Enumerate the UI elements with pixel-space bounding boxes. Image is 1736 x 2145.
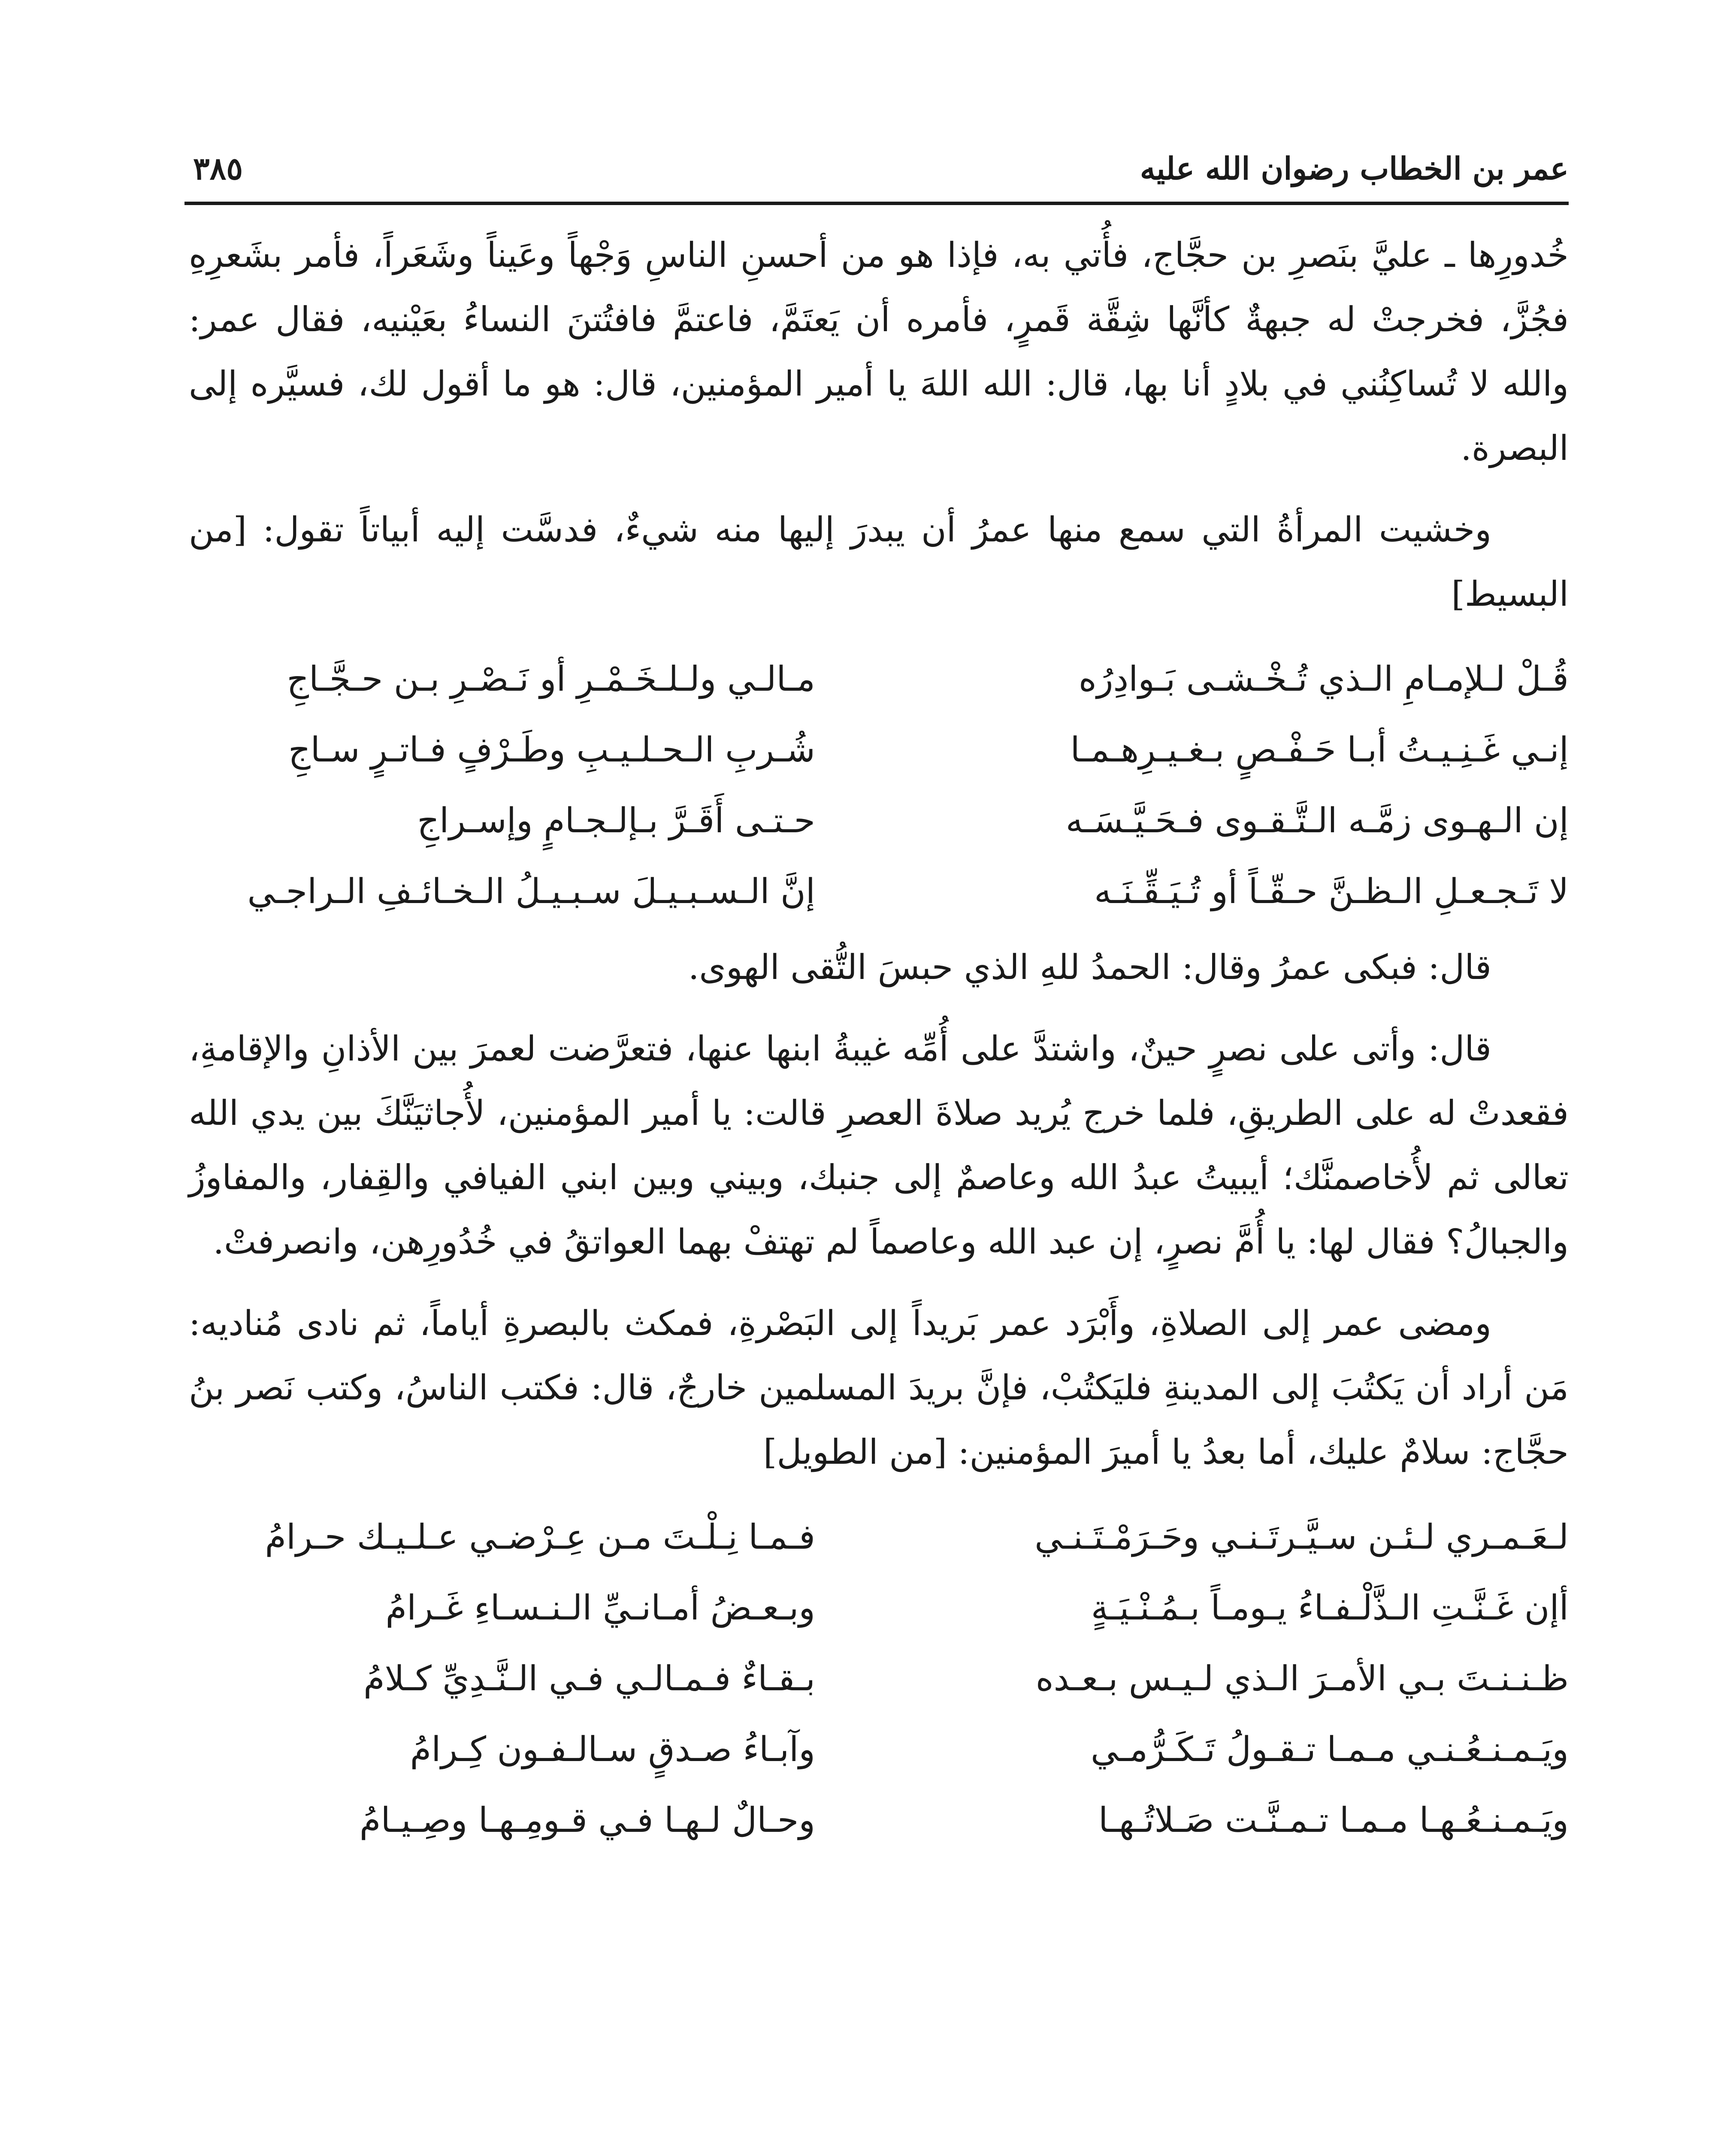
verse-first-hemistich: لـعَـمـري لـئـن سـيَّـرتَـنـي وحَـرَمْـتَـنـي [1034,1517,1569,1557]
poem-verse [189,644,1569,714]
poem-verse [189,1502,1569,1572]
poem-verse [189,714,1569,785]
verse-second-hemistich: إنَّ الـسـبـيـلَ سـبـيـلُ الـخـائـفِ الـراجـي [247,871,815,911]
running-title: عمر بن الخطاب رضوان الله عليه [1140,150,1569,187]
paragraph-2: وخشيت المرأةُ التي سمع منها عمرُ أن يبدرَ إليها منه شيءٌ، فدسَّت إليه أبياتاً تقول: [من البسيط] [189,510,1569,614]
paragraph-3: قال: فبكى عمرُ وقال: الحمدُ للهِ الذي حبسَ التُّقى الهوى. [688,947,1491,987]
verse-second-hemistich: وبـعـضُ أمـانـيِّ الـنـسـاءِ غَـرامُ [385,1587,815,1628]
verse-first-hemistich: إنـي غَـنِـيـتُ أبـا حَـفْـصٍ بـغـيـرِهـمـا [1070,729,1569,770]
verse-first-hemistich: ويَـمـنـعُـنـي مـمـا تـقـولُ تَـكَـرُّمـي [1090,1729,1569,1769]
poem-verse [189,856,1569,927]
poem-verse [189,1643,1569,1714]
poem-verse [189,1572,1569,1643]
verse-first-hemistich: ويَـمـنـعُـهـا مـمـا تـمـنَّـت صَـلاتُـهـا [1098,1800,1569,1840]
poem-verse [189,1714,1569,1785]
verse-second-hemistich: بـقـاءٌ فـمـالـي فـي الـنَّـدِيِّ كـلامُ [363,1658,815,1698]
poem-basit [189,644,1569,927]
verse-second-hemistich: شُـربِ الـحـلـيـبِ وطَـرْفٍ فـاتـرٍ سـاجِ [288,729,815,770]
verse-first-hemistich: أإن غَـنَّـتِ الـذَّلْـفـاءُ يـومـاً بـمُـنْـيَـةٍ [1091,1587,1569,1628]
poem-verse [189,1785,1569,1855]
poem-tawil [189,1502,1569,1855]
header-rule [184,202,1569,205]
paragraph-4: قال: وأتى على نصرٍ حينٌ، واشتدَّ على أُمِّه غيبةُ ابنها عنها، فتعرَّضت لعمرَ بين الأذانِ والإقامةِ، فقعدتْ له على الطريقِ، فلما خرج يُريد صلاةَ العصرِ قالت: يا أمير المؤمنين، لأُجاثيَنَّكَ بين يدي الله تعالى ثم لأُخاصمنَّك؛ أيبيتُ عبدُ الله وعاصمٌ إلى جنبك، وبيني وبين ابني الفيافي والقِفار، والمفاوزُ والجبالُ؟ فقال لها: يا أُمَّ نصرٍ، إن عبد الله وعاصماً لم تهتفْ بهما العواتقُ في خُدُورِهن، وانصرفتْ. [189,1029,1569,1262]
verse-second-hemistich: وحـالٌ لـهـا فـي قـومِـهـا وصِـيـامُ [359,1800,815,1840]
verse-second-hemistich: وآبـاءُ صـدقٍ سـالـفـون كِـرامُ [410,1729,815,1769]
page-number: ٣٨٥ [193,150,243,187]
poem-verse [189,785,1569,856]
verse-second-hemistich: فـمـا نِـلْـتَ مـن عِـرْضـي عـلـيـك حـرامُ [265,1517,815,1557]
verse-first-hemistich: لا تَـجـعـلِ الـظـنَّ حـقّـاً أو تُـيَـقِّـنَـه [1094,871,1569,911]
verse-first-hemistich: إن الـهـوى زمَّـه الـتَّـقـوى فـحَـيَّـسَـه [1065,800,1569,840]
page-body [189,223,1569,1864]
verse-second-hemistich: مـالـي ولـلـخَـمْـرِ أو نَـصْـرِ بـن حـجَّـاجِ [287,659,815,699]
verse-first-hemistich: ظـنـنـتَ بـي الأمـرَ الـذي لـيـس بـعـده [1035,1658,1569,1698]
verse-first-hemistich: قُـلْ لـلإمـامِ الـذي تُـخْـشـى بَـوادِرُه [1078,659,1569,699]
paragraph-5: ومضى عمر إلى الصلاةِ، وأَبْرَد عمر بَريداً إلى البَصْرةِ، فمكث بالبصرةِ أياماً، ثم نادى مُناديه: مَن أراد أن يَكتُبَ إلى المدينةِ فليَكتُبْ، فإنَّ بريدَ المسلمين خارجٌ، قال: فكتب الناسُ، وكتب نَصر بنُ حجَّاج: سلامٌ عليك، أما بعدُ يا أميرَ المؤمنين: [من الطويل] [189,1303,1569,1472]
running-header [184,142,1569,206]
paragraph-1: خُدورِها ـ عليَّ بنَصرِ بن حجَّاج، فأُتي به، فإذا هو من أحسنِ الناسِ وَجْهاً وعَيناً وشَعَراً، فأمر بشَعرِهِ فجُزَّ، فخرجتْ له جبهةٌ كأنَّها شِقَّة قَمرٍ، فأمره أن يَعتَمَّ، فاعتمَّ فافتُتنَ النساءُ بعَيْنيه، فقال عمر: والله لا تُساكِنُني في بلادٍ أنا بها، قال: الله اللهَ يا أمير المؤمنين، قال: هو ما أقول لك، فسيَّره إلى البصرة. [189,235,1569,468]
verse-second-hemistich: حـتـى أَقَـرَّ بـإلـجـامٍ وإسـراجِ [417,800,815,840]
